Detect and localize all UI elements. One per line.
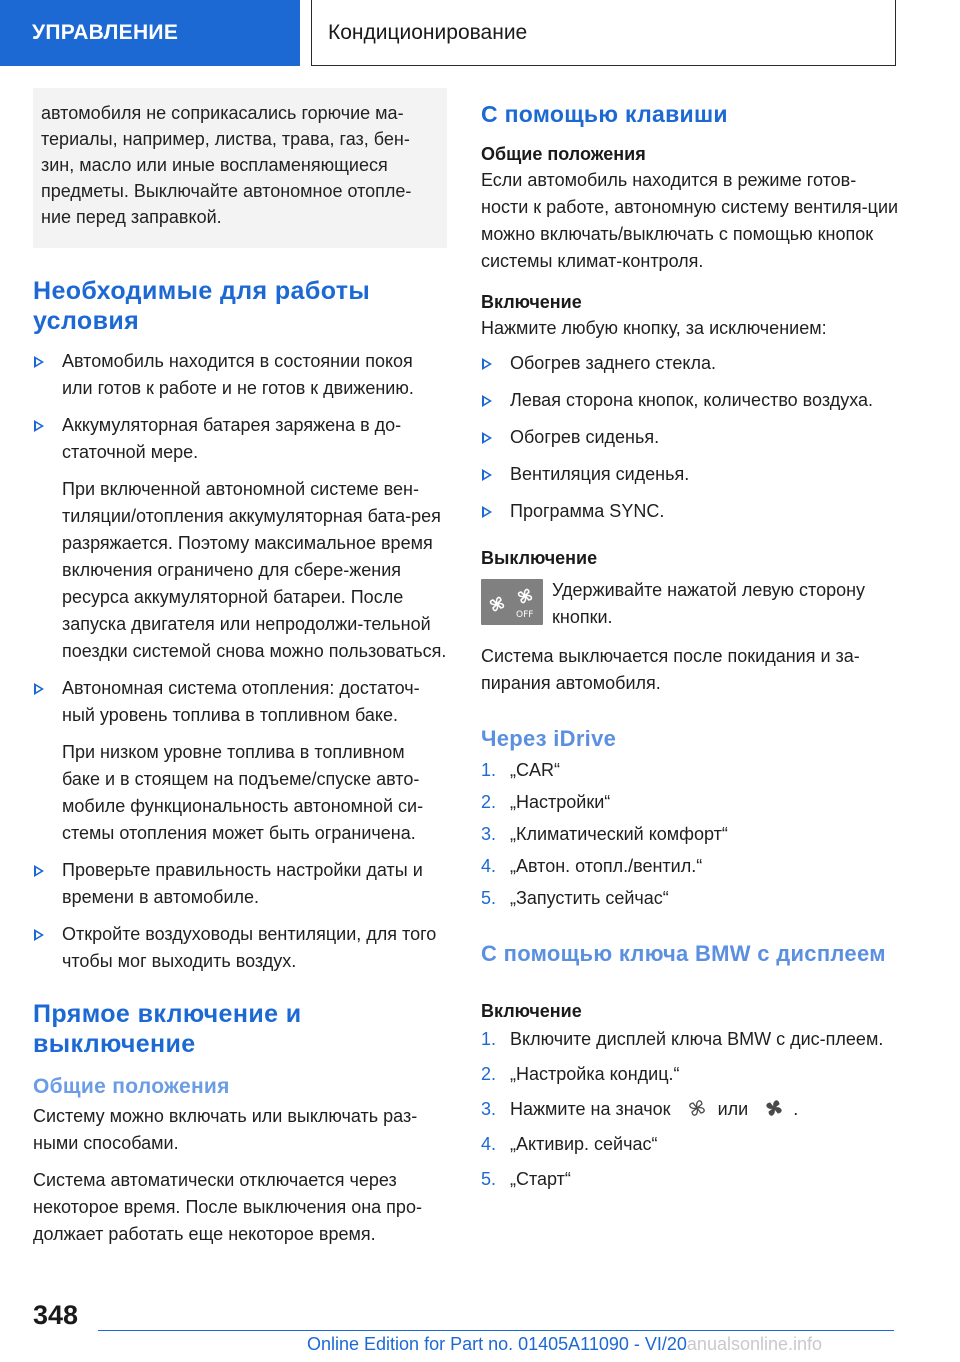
triangle-bullet-icon (482, 395, 492, 407)
triangle-bullet-icon (34, 865, 44, 877)
list-item (33, 857, 447, 911)
chapter-header (311, 0, 896, 66)
step-number: 2. (481, 792, 497, 812)
page-number: 348 (33, 1300, 79, 1330)
step-number: 3. (481, 824, 497, 844)
watermark-text: anualsonline.info (686, 1334, 823, 1354)
list-item-text: Обогрев сиденья. (510, 427, 660, 447)
step-text: „Запустить сейчас“ (510, 888, 669, 908)
list-item (481, 498, 901, 525)
list-item (481, 424, 901, 451)
triangle-bullet-icon (482, 506, 492, 518)
off-heading: Выключение (481, 548, 598, 568)
fan-icon (686, 1098, 708, 1118)
step-item (481, 757, 901, 784)
idrive-steps (481, 757, 901, 912)
right-column (481, 100, 901, 1193)
triangle-bullet-icon (482, 358, 492, 370)
heat-fan-icon (763, 1098, 785, 1118)
fan-off-button-icon (481, 579, 543, 625)
step-text: „Старт“ (510, 1169, 571, 1189)
step-number: 4. (481, 1134, 497, 1154)
list-item-text: Аккумуляторная батарея заряжена в до-статочной мере. (62, 415, 402, 462)
step-number: 3. (481, 1099, 497, 1119)
triangle-bullet-icon (34, 683, 44, 695)
list-item (481, 387, 901, 414)
key-steps (481, 1026, 901, 1193)
step-item (481, 789, 901, 816)
step-number: 2. (481, 1064, 497, 1084)
list-item-text: Программа SYNC. (510, 501, 665, 521)
list-item-text: Левая сторона кнопок, количество воздуха. (510, 390, 874, 410)
paragraph: Система автоматически отключается через некоторое время. После выключения она про-должает работать еще некоторое время. (33, 1170, 422, 1244)
step-text: Нажмите на значок (510, 1099, 671, 1119)
paragraph: Если автомобиль находится в режиме готов-ности к работе, автономную систему вентиля-ции можно включать/выключать с помощью кнопок системы климат-контроля. (481, 170, 899, 271)
step-item (481, 1061, 901, 1088)
list-item (481, 350, 901, 377)
paragraph: Нажмите любую кнопку, за исключением: (481, 318, 827, 338)
step-item (481, 853, 901, 880)
list-item-text: Откройте воздуховоды вентиляции, для того чтобы мог выходить воздух. (62, 924, 437, 971)
section-label: УПРАВЛЕНИЕ (32, 21, 179, 44)
list-item-text: Проверьте правильность настройки даты и времени в автомобиле. (62, 860, 423, 907)
step-item (481, 1166, 901, 1193)
list-item (33, 675, 447, 847)
step-text: „CAR“ (510, 760, 560, 780)
exceptions-list (481, 350, 901, 525)
step-item (481, 821, 901, 848)
list-item-text: Автономная система отопления: достаточ-ный уровень топлива в топливном баке. (62, 678, 420, 725)
step-item (481, 1026, 901, 1053)
step-number: 4. (481, 856, 497, 876)
paragraph: Удерживайте нажатой левую сторону кнопки. (552, 580, 866, 627)
paragraph: Систему можно включать или выключать раз-ными способами. (33, 1106, 418, 1153)
list-item (33, 412, 447, 665)
step-text-or: или (717, 1099, 749, 1119)
conditions-heading: Необходимые для работы условия (33, 277, 371, 335)
warning-note (33, 88, 447, 248)
footer-divider (98, 1330, 894, 1331)
general-heading: Общие положения (481, 144, 646, 164)
step-text: „Автон. отопл./вентил.“ (510, 856, 703, 876)
list-item-text: Вентиляция сиденья. (510, 464, 690, 484)
idrive-heading: Через iDrive (481, 726, 617, 751)
list-item-text: Автомобиль находится в состоянии покоя или готов к работе и не готов к движению. (62, 351, 414, 398)
paragraph: Система выключается после покидания и за-пирания автомобиля. (481, 646, 860, 693)
chapter-title: Кондиционирование (328, 20, 528, 44)
off-instruction (481, 577, 901, 631)
key-display-heading: С помощью ключа BMW с дисплеем (481, 941, 886, 966)
direct-onoff-heading: Прямое включение и выключение (33, 1000, 302, 1058)
warning-note-text: автомобиля не соприкасались горючие ма-териалы, например, листва, трава, газ, бен-зин, масло или иные воспламеняющиеся предметы. Выключайте автономное отопле-ние перед заправкой. (41, 103, 412, 227)
step-item (481, 1131, 901, 1158)
triangle-bullet-icon (482, 469, 492, 481)
step-text: „Настройки“ (510, 792, 611, 812)
step-number: 5. (481, 1169, 497, 1189)
on-heading: Включение (481, 292, 582, 312)
list-item (33, 921, 447, 975)
step-text-end: . (793, 1099, 799, 1119)
footer-edition (307, 1334, 895, 1355)
step-text: Включите дисплей ключа BMW с дис-плеем. (510, 1029, 884, 1049)
step-text: „Активир. сейчас“ (510, 1134, 658, 1154)
list-item-text: Обогрев заднего стекла. (510, 353, 717, 373)
step-text: „Настройка кондиц.“ (510, 1064, 680, 1084)
svg-text:OFF: OFF (516, 610, 534, 620)
left-column (33, 88, 447, 1248)
step-item (481, 885, 901, 912)
step-number: 5. (481, 888, 497, 908)
conditions-list (33, 348, 447, 975)
step-number: 1. (481, 1029, 497, 1049)
list-item (481, 461, 901, 488)
step-item (481, 1096, 901, 1123)
general-heading: Общие положения (33, 1075, 230, 1098)
list-item (33, 348, 447, 402)
edition-text: Online Edition for Part no. 01405A11090 - VI/20 (307, 1334, 687, 1354)
on-heading: Включение (481, 1001, 582, 1021)
section-tab (0, 0, 300, 66)
triangle-bullet-icon (34, 356, 44, 368)
triangle-bullet-icon (34, 929, 44, 941)
button-heading: С помощью клавиши (481, 101, 728, 127)
step-text: „Климатический комфорт“ (510, 824, 728, 844)
list-item-detail: При включенной автономной системе вен-тиляции/отопления аккумуляторная бата-рея разряжается. Поэтому максимальное время включения ограничено для сбере-жения ресурса аккумуляторной батареи. После запуска двигателя или непродолжи-тельной поездки системой снова можно пользоваться. (62, 479, 447, 661)
step-number: 1. (481, 760, 497, 780)
triangle-bullet-icon (482, 432, 492, 444)
triangle-bullet-icon (34, 420, 44, 432)
list-item-detail: При низком уровне топлива в топливном баке и в стоящем на подъеме/спуске авто-мобиле функциональность автономной си-стемы отопления может быть ограничена. (62, 742, 424, 843)
fan-off-icon (485, 583, 539, 621)
